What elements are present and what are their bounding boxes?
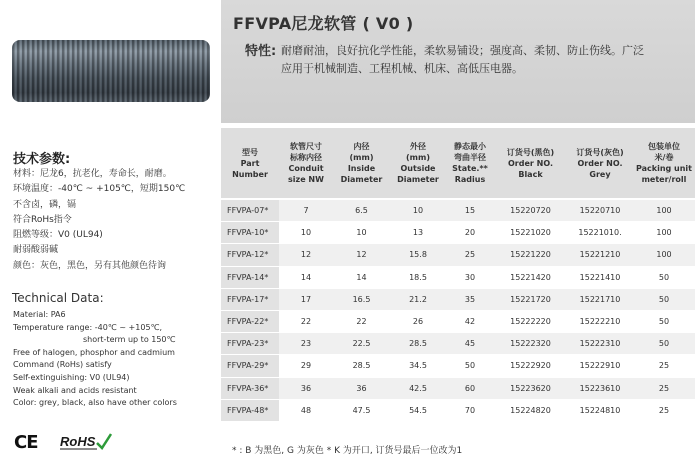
spec-cn-line: 不含卤，磷，镉 — [13, 199, 77, 210]
spec-en-line: Self-extinguishing: V0 (UL94) — [13, 372, 130, 382]
cell-outside-diameter: 15.8 — [390, 244, 446, 266]
spec-en-line: short-term up to 150℃ — [83, 335, 176, 345]
table-row — [221, 199, 695, 222]
cell-outside-diameter: 18.5 — [390, 266, 446, 288]
cell-order-grey: 15221710 — [567, 288, 633, 310]
cell-bend-radius: 60 — [446, 377, 494, 399]
cell-packing-unit: 25 — [633, 399, 695, 421]
table-row — [221, 377, 695, 399]
cell-part-number: FFVPA-12* — [221, 244, 279, 266]
cell-inside-diameter: 16.5 — [333, 288, 390, 310]
header-part-number: 型号 Part Number — [221, 128, 279, 199]
rohs-logo — [57, 430, 112, 452]
cell-order-grey: 15222310 — [567, 333, 633, 355]
spec-en-line: Command (RoHs) satisfy — [13, 360, 112, 370]
spec-en-line: Color: grey, black, also have other colors — [13, 398, 177, 408]
table-row — [221, 333, 695, 355]
conduit-product-image — [12, 40, 210, 102]
cell-bend-radius: 15 — [446, 199, 494, 222]
cell-order-black: 15220720 — [494, 199, 567, 222]
cell-bend-radius: 42 — [446, 310, 494, 332]
spec-table — [221, 128, 695, 422]
cell-order-black: 15224820 — [494, 399, 567, 421]
cell-order-black: 15221720 — [494, 288, 567, 310]
spec-cn-line: 阻燃等级：V0 (UL94) — [13, 230, 103, 241]
cell-outside-diameter: 13 — [390, 222, 446, 244]
cell-part-number: FFVPA-36* — [221, 377, 279, 399]
cell-inside-diameter: 10 — [333, 222, 390, 244]
cell-inside-diameter: 22 — [333, 310, 390, 332]
header-outside-diameter: 外径 (mm) Outside Diameter — [390, 128, 446, 199]
cell-conduit-size: 23 — [279, 333, 333, 355]
cell-bend-radius: 50 — [446, 355, 494, 377]
cell-order-grey: 15223610 — [567, 377, 633, 399]
cell-packing-unit: 50 — [633, 310, 695, 332]
rohs-logo-text: RoHS — [60, 434, 96, 449]
spec-en-list — [13, 309, 177, 410]
header-conduit-size: 软管尺寸 标称内径 Conduit size NW — [279, 128, 333, 199]
cell-conduit-size: 36 — [279, 377, 333, 399]
cell-bend-radius: 35 — [446, 288, 494, 310]
table-row — [221, 399, 695, 421]
cell-outside-diameter: 26 — [390, 310, 446, 332]
feature-description — [281, 42, 681, 78]
cell-inside-diameter: 6.5 — [333, 199, 390, 222]
cell-bend-radius: 20 — [446, 222, 494, 244]
cell-bend-radius: 30 — [446, 266, 494, 288]
cell-conduit-size: 29 — [279, 355, 333, 377]
header-order-grey: 订货号(灰色) Order NO. Grey — [567, 128, 633, 199]
cell-inside-diameter: 12 — [333, 244, 390, 266]
cell-part-number: FFVPA-29* — [221, 355, 279, 377]
cell-conduit-size: 14 — [279, 266, 333, 288]
cell-part-number: FFVPA-07* — [221, 199, 279, 222]
cell-packing-unit: 25 — [633, 355, 695, 377]
cell-outside-diameter: 54.5 — [390, 399, 446, 421]
cell-conduit-size: 7 — [279, 199, 333, 222]
cell-order-grey: 15220710 — [567, 199, 633, 222]
spec-en-line: Temperature range: -40℃ ~ +105℃, — [13, 322, 163, 332]
cell-inside-diameter: 22.5 — [333, 333, 390, 355]
table-row — [221, 244, 695, 266]
spec-cn-line: 环境温度：-40℃ ~ +105℃，短期150℃ — [13, 184, 186, 195]
cell-inside-diameter: 36 — [333, 377, 390, 399]
spec-cn-line: 材料：尼龙6，抗老化，寿命长，耐磨。 — [13, 169, 172, 179]
table-row — [221, 288, 695, 310]
table-body — [221, 199, 695, 421]
cell-bend-radius: 45 — [446, 333, 494, 355]
spec-table-wrap — [221, 128, 695, 422]
cell-part-number: FFVPA-17* — [221, 288, 279, 310]
header-order-black: 订货号(黑色) Order NO. Black — [494, 128, 567, 199]
feature-line: 耐磨耐油，良好抗化学性能，柔软易铺设；强度高、柔韧、防止伤线。广泛 — [281, 44, 644, 57]
cell-part-number: FFVPA-14* — [221, 266, 279, 288]
spec-en-title: Technical Data: — [12, 291, 104, 305]
cell-order-grey: 15224810 — [567, 399, 633, 421]
ce-logo: CE — [14, 432, 38, 453]
spec-en-line: Material: PA6 — [13, 310, 66, 319]
cell-packing-unit: 100 — [633, 244, 695, 266]
cell-outside-diameter: 42.5 — [390, 377, 446, 399]
cell-part-number: FFVPA-10* — [221, 222, 279, 244]
cell-order-black: 15223620 — [494, 377, 567, 399]
cell-outside-diameter: 28.5 — [390, 333, 446, 355]
cell-order-black: 15221420 — [494, 266, 567, 288]
cell-conduit-size: 48 — [279, 399, 333, 421]
cell-part-number: FFVPA-48* — [221, 399, 279, 421]
table-row — [221, 310, 695, 332]
footnote: * : B 为黑色, G 为灰色 * K 为开口, 订货号最后一位改为1 — [232, 446, 463, 456]
cell-part-number: FFVPA-23* — [221, 333, 279, 355]
feature-line: 应用于机械制造、工程机械、机床、高低压电器。 — [281, 62, 523, 75]
cell-packing-unit: 100 — [633, 199, 695, 222]
cell-outside-diameter: 10 — [390, 199, 446, 222]
cell-conduit-size: 17 — [279, 288, 333, 310]
cell-order-grey: 15222910 — [567, 355, 633, 377]
spec-en-line: Free of halogen, phosphor and cadmium — [13, 347, 175, 357]
spec-cn-line: 耐弱酸弱碱 — [13, 245, 59, 256]
cell-order-black: 15221020 — [494, 222, 567, 244]
cell-bend-radius: 70 — [446, 399, 494, 421]
header-inside-diameter: 内径 (mm) Inside Diameter — [333, 128, 390, 199]
cell-packing-unit: 50 — [633, 333, 695, 355]
cell-inside-diameter: 47.5 — [333, 399, 390, 421]
feature-label: 特性: — [245, 44, 277, 59]
cell-outside-diameter: 34.5 — [390, 355, 446, 377]
table-row — [221, 222, 695, 244]
cell-packing-unit: 25 — [633, 377, 695, 399]
cell-outside-diameter: 21.2 — [390, 288, 446, 310]
cell-order-black: 15222320 — [494, 333, 567, 355]
header-bend-radius: 静态最小 弯曲半径 State.** Radius — [446, 128, 494, 199]
cell-order-black: 15221220 — [494, 244, 567, 266]
cell-order-grey: 15222210 — [567, 310, 633, 332]
cell-conduit-size: 12 — [279, 244, 333, 266]
cell-order-black: 15222220 — [494, 310, 567, 332]
spec-en-line: Weak alkali and acids resistant — [13, 385, 137, 395]
cell-order-grey: 15221010. — [567, 222, 633, 244]
spec-cn-line: 颜色：灰色，黑色，另有其他颜色待询 — [13, 260, 167, 271]
cell-order-grey: 15221210 — [567, 244, 633, 266]
table-header-row — [221, 128, 695, 199]
spec-cn-title: 技术参数: — [13, 152, 71, 167]
spec-cn-list — [13, 167, 185, 274]
cell-packing-unit: 50 — [633, 288, 695, 310]
cell-inside-diameter: 14 — [333, 266, 390, 288]
checkmark-icon — [97, 434, 111, 448]
spec-cn-line: 符合RoHs指令 — [13, 214, 72, 225]
product-title: FFVPA尼龙软管 ( V0 ) — [233, 14, 414, 33]
cell-bend-radius: 25 — [446, 244, 494, 266]
cell-order-black: 15222920 — [494, 355, 567, 377]
cell-conduit-size: 22 — [279, 310, 333, 332]
cell-order-grey: 15221410 — [567, 266, 633, 288]
cell-packing-unit: 50 — [633, 266, 695, 288]
cell-part-number: FFVPA-22* — [221, 310, 279, 332]
cell-packing-unit: 100 — [633, 222, 695, 244]
table-row — [221, 355, 695, 377]
cell-inside-diameter: 28.5 — [333, 355, 390, 377]
header-packing-unit: 包装单位 米/卷 Packing unit meter/roll — [633, 128, 695, 199]
cell-conduit-size: 10 — [279, 222, 333, 244]
table-row — [221, 266, 695, 288]
